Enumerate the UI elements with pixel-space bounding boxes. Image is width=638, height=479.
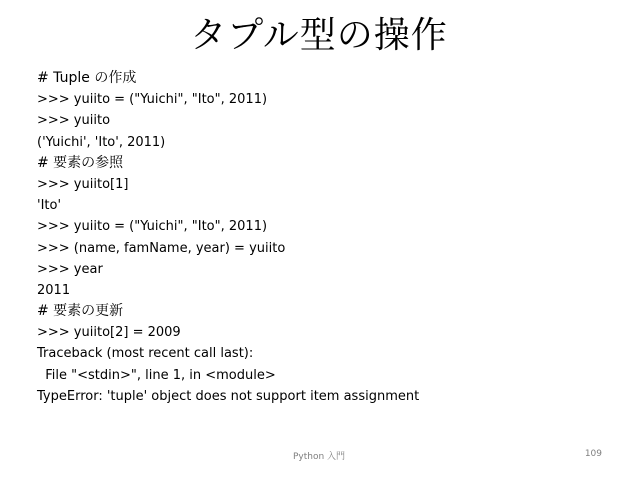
code-line: >>> yuiito[2] = 2009 — [37, 325, 181, 341]
code-line: >>> yuiito[1] — [37, 176, 129, 192]
code-block — [37, 68, 627, 407]
code-comment-element-update: # 要素の更新 — [37, 303, 124, 320]
code-output: ('Yuichi', 'Ito', 2011) — [37, 134, 166, 150]
code-line: >>> yuiito = ("Yuichi", "Ito", 2011) — [37, 92, 268, 108]
code-output: 2011 — [37, 282, 71, 298]
code-output: 'Ito' — [37, 198, 62, 214]
code-comment-element-ref: # 要素の参照 — [37, 154, 124, 171]
page-number: 109 — [584, 449, 602, 459]
code-line: >>> yuiito = ("Yuichi", "Ito", 2011) — [37, 219, 268, 235]
traceback-line: Traceback (most recent call last): — [37, 346, 254, 362]
slide-footer: Python 入門 — [292, 452, 346, 462]
code-line: >>> year — [37, 261, 103, 277]
traceback-line: File "<stdin>", line 1, in <module> — [37, 367, 276, 383]
slide-title: タプル型の操作 — [190, 15, 448, 56]
code-line: >>> yuiito — [37, 113, 111, 129]
error-message: TypeError: 'tuple' object does not support item assignment — [37, 388, 420, 404]
code-comment-tuple-create: # Tuple の作成 — [37, 70, 137, 86]
code-line: >>> (name, famName, year) = yuiito — [37, 240, 286, 256]
